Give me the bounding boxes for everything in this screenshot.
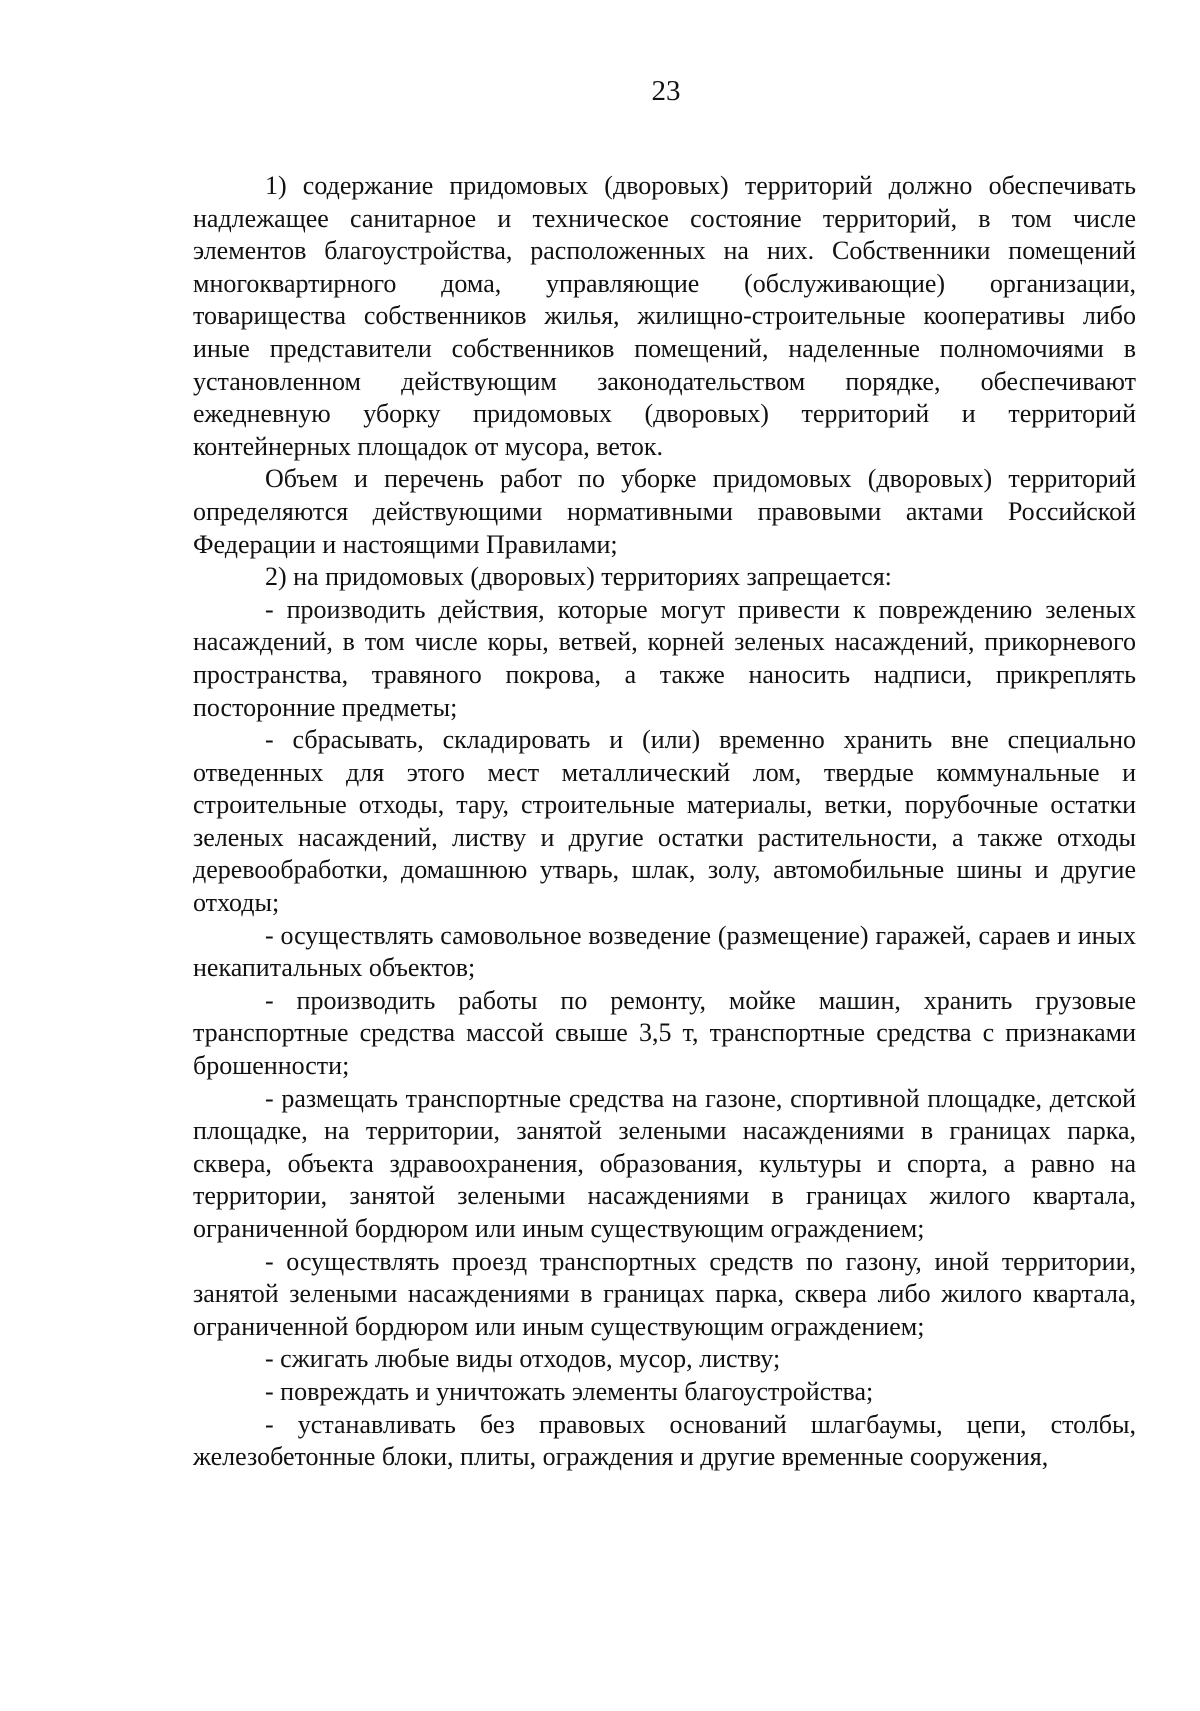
paragraph-scope-of-work: Объем и перечень работ по уборке придомовых (дворовых) территорий определяются действующими нормативными правовыми актами Российской Федерации и настоящими Правилами;: [193, 464, 1136, 559]
list-item-damage-plants: - производить действия, которые могут привести к повреждению зеленых насаждений, в том числе коры, ветвей, корней зеленых насаждений, прикорневого пространства, травяного покрова, а также наносить надписи, прикреплять посторонние предметы;: [193, 594, 1136, 722]
list-item-burn-waste: - сжигать любые виды отходов, мусор, листву;: [265, 1344, 781, 1374]
paragraph-maintenance: 1) содержание придомовых (дворовых) территорий должно обеспечивать надлежащее санитарное и техническое состояние территорий, в том числе элементов благоустройства, расположенных на них. Собственники помещений многоквартирного дома, управляющие (обслуживающие) организации, товарищества собственников жилья, жилищно-строительные кооперативы либо иные представители собственников помещений, наделенные полномочиями в установленном действующим законодательством порядке, обеспечивают ежедневную уборку придомовых (дворовых) территорий и территорий контейнерных площадок от мусора, веток.: [193, 171, 1136, 461]
list-item-build-garages: - осуществлять самовольное возведение (размещение) гаражей, сараев и иных некапитальных объектов;: [193, 920, 1136, 983]
document-body: [193, 170, 1136, 1474]
list-item-install-barriers: - устанавливать без правовых оснований шлагбаумы, цепи, столбы, железобетонные блоки, плиты, ограждения и другие временные сооружения,: [193, 1409, 1136, 1472]
list-item-park-on-lawn: - размещать транспортные средства на газоне, спортивной площадке, детской площадке, на территории, занятой зелеными насаждениями в границах парка, сквера, объекта здравоохранения, образования, культуры и спорта, а равно на территории, занятой зелеными насаждениями в границах жилого квартала, ограниченной бордюром или иным существующим ограждением;: [193, 1083, 1136, 1243]
page-number: 23: [651, 75, 681, 107]
paragraph-prohibitions-heading: 2) на придомовых (дворовых) территориях запрещается:: [265, 562, 892, 592]
list-item-dump-waste: - сбрасывать, складировать и (или) временно хранить вне специально отведенных для этого мест металлический лом, твердые коммунальные и строительные отходы, тару, строительные материалы, ветки, порубочные остатки зеленых насаждений, листву и другие остатки растительности, а также отходы деревообработки, домашнюю утварь, шлак, золу, автомобильные шины и другие отходы;: [193, 725, 1136, 918]
list-item-damage-amenities: - повреждать и уничтожать элементы благоустройства;: [265, 1376, 874, 1406]
list-item-drive-on-lawn: - осуществлять проезд транспортных средств по газону, иной территории, занятой зелеными насаждениями в границах парка, сквера либо жилого квартала, ограниченной бордюром или иным существующим ограждением;: [193, 1246, 1136, 1341]
list-item-repair-vehicles: - производить работы по ремонту, мойке машин, хранить грузовые транспортные средства массой свыше 3,5 т, транспортные средства с признаками брошенности;: [193, 985, 1136, 1081]
